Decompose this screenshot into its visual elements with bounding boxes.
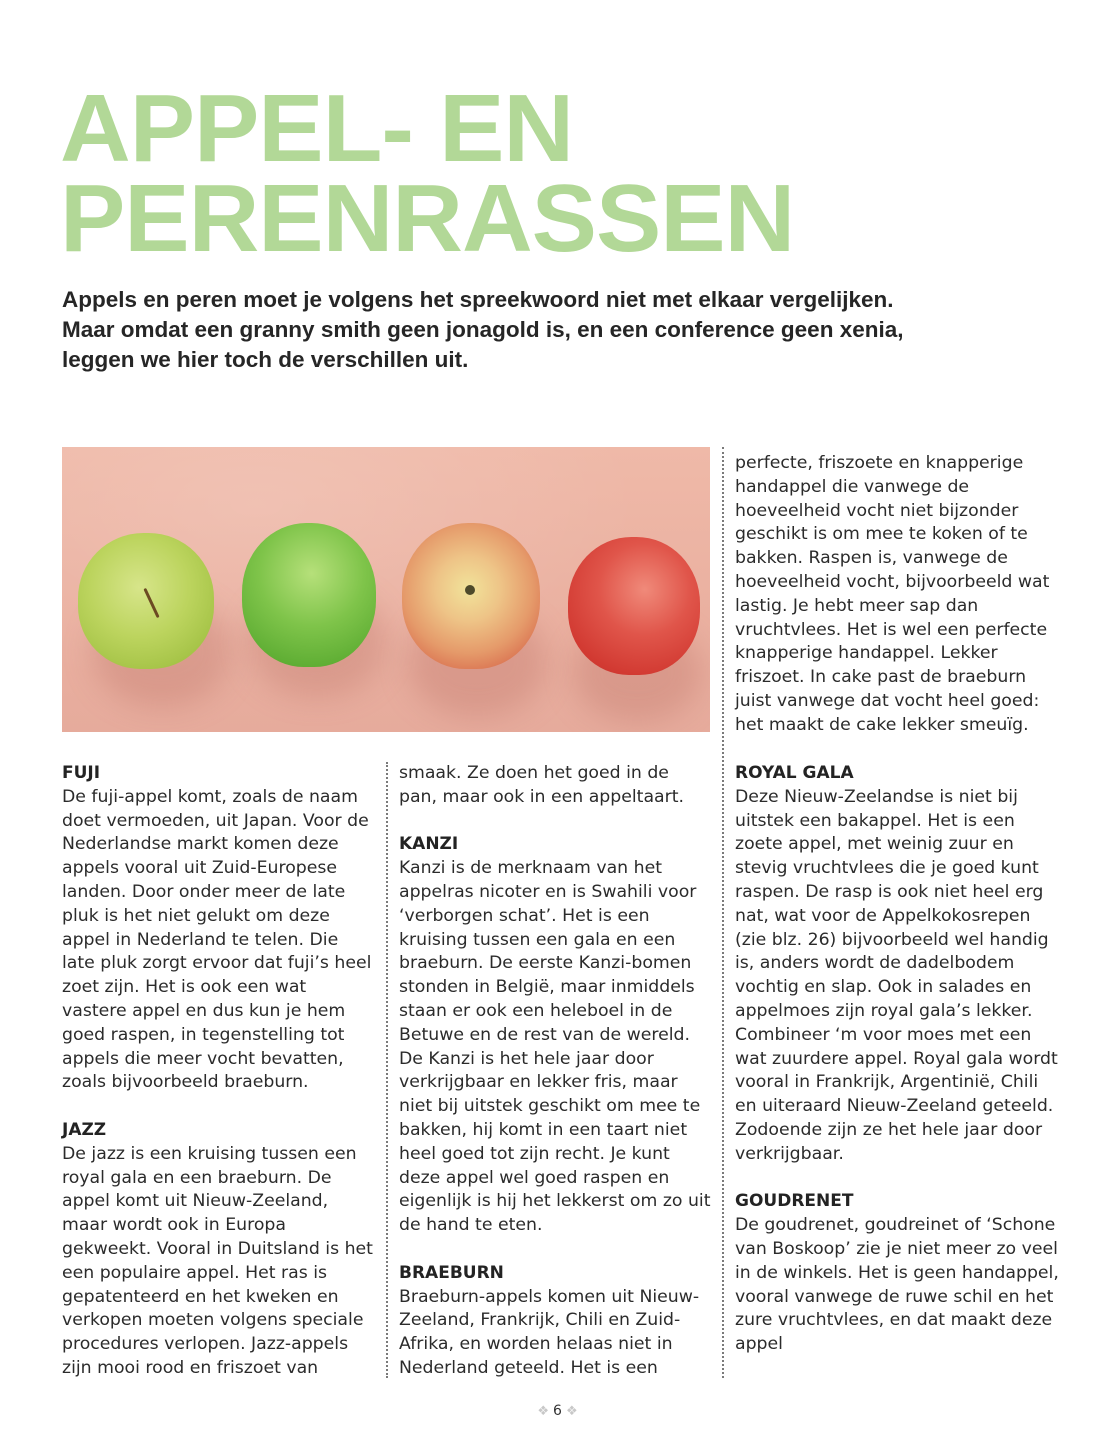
page-footer: [0, 1403, 1115, 1419]
intro-paragraph: Appels en peren moet je volgens het spreekwoord niet met elkaar vergelijken. Maar omdat een granny smith geen jonagold is, en een conference geen xenia, leggen we hier toch de verschillen uit.: [62, 287, 904, 372]
page-number: 6: [553, 1403, 562, 1419]
body-braeburn: Braeburn-appels komen uit Nieuw-Zeeland, Frankrijk, Chili en Zuid-Afrika, en worden helaas niet in Nederland geteeld. Het is een: [399, 1286, 700, 1378]
body-jazz-continued: smaak. Ze doen het goed in de pan, maar ook in een appeltaart.: [399, 763, 685, 807]
heading-braeburn: BRAEBURN: [399, 1262, 504, 1283]
apple-yellow-red: [402, 523, 540, 669]
ornament-icon: ❖: [537, 1404, 550, 1419]
column-divider-2: [722, 447, 724, 1378]
title-line-2: PERENRASSEN: [60, 165, 795, 272]
column-3: [735, 762, 1065, 1357]
ornament-icon: ❖: [565, 1404, 578, 1419]
heading-royal-gala: ROYAL GALA: [735, 763, 854, 783]
column-2: [399, 762, 711, 1381]
title-line-1: APPEL- EN: [60, 75, 574, 182]
apple-yellow-green: [78, 533, 214, 669]
heading-goudrenet: GOUDRENET: [735, 1191, 854, 1212]
body-royal-gala: Deze Nieuw-Zeelandse is niet bij uitstek een bakappel. Het is een zoete appel, met weinig zuur en stevig vruchtvlees die je goed kunt raspen. De rasp is ook niet heel erg nat, wat voor de Appelkokosrepen (zie blz. 26) bijvoorbeeld wel handig is, anders wordt de dadelbodem vochtig en slap. Ook in salades en appelmoes zijn royal gala’s lekker. Combineer ‘m voor moes met een wat zuurdere appel. Royal gala wordt vooral in Frankrijk, Argentinië, Chili en uiteraard Nieuw-Zeeland geteeld. Zodoende zijn ze het hele jaar door verkrijgbaar.: [735, 786, 1058, 1164]
apple-red: [568, 537, 700, 675]
apple-green: [242, 523, 376, 667]
body-jazz: De jazz is een kruising tussen een royal gala en een braeburn. De appel komt uit Nieuw-Zeeland, maar wordt ook in Europa gekweekt. Vooral in Duitsland is het een populaire appel. Het ras is gepatenteerd en het kweken en verkopen moeten volgens speciale procedures verlopen. Jazz-appels zijn mooi rood en friszoet van: [62, 1143, 373, 1378]
heading-kanzi: KANZI: [399, 834, 459, 855]
column-1: [62, 762, 374, 1381]
body-fuji: De fuji-appel komt, zoals de naam doet vermoeden, uit Japan. Voor de Nederlandse markt komen deze appels vooral uit Zuid-Europese landen. Door onder meer de late pluk is het niet gelukt om deze appel in Nederland te telen. Die late pluk zorgt ervoor dat fuji’s heel zoet zijn. Het is ook een wat vastere appel en dus kun je hem goed raspen, in tegenstelling tot appels die meer vocht bevatten, zoals bijvoorbeeld braeburn.: [62, 786, 372, 1093]
body-goudrenet: De goudrenet, goudreinet of ‘Schone van Boskoop’ zie je niet meer zo veel in de winkels. Het is geen handappel, vooral vanwege de ruwe schil en het zure vruchtvlees, en dat maakt deze appel: [735, 1215, 1059, 1355]
page-title: [60, 75, 795, 272]
column-divider-1: [386, 762, 388, 1378]
heading-jazz: JAZZ: [62, 1119, 107, 1140]
body-kanzi: Kanzi is de merknaam van het appelras nicoter en is Swahili voor ‘verborgen schat’. Het is een kruising tussen een gala en een braeburn. De eerste Kanzi-bomen stonden in België, maar inmiddels staan er ook een heleboel in de Betuwe en de rest van de wereld. De Kanzi is het hele jaar door verkrijgbaar en lekker fris, maar niet bij uitstek geschikt om mee te bakken, hij komt in een taart niet heel goed tot zijn recht. Je kunt deze appel wel goed raspen en eigenlijk is hij het lekkerst om zo uit de hand te eten.: [399, 858, 711, 1236]
braeburn-continued: perfecte, friszoete en knapperige handappel die vanwege de hoeveelheid vocht niet bijzonder geschikt is om mee te koken of te bakken. Raspen is, vanwege de hoeveelheid vocht, bijvoorbeeld wat lastig. Je hebt meer sap dan vruchtvlees. Het is wel een perfecte knapperige handappel. Lekker friszoet. In cake past de braeburn juist vanwege dat vocht heel goed: het maakt de cake lekker smeuïg.: [735, 453, 1050, 735]
apples-photo: [62, 447, 710, 732]
right-column-top: [735, 452, 1065, 738]
heading-fuji: FUJI: [62, 763, 101, 783]
